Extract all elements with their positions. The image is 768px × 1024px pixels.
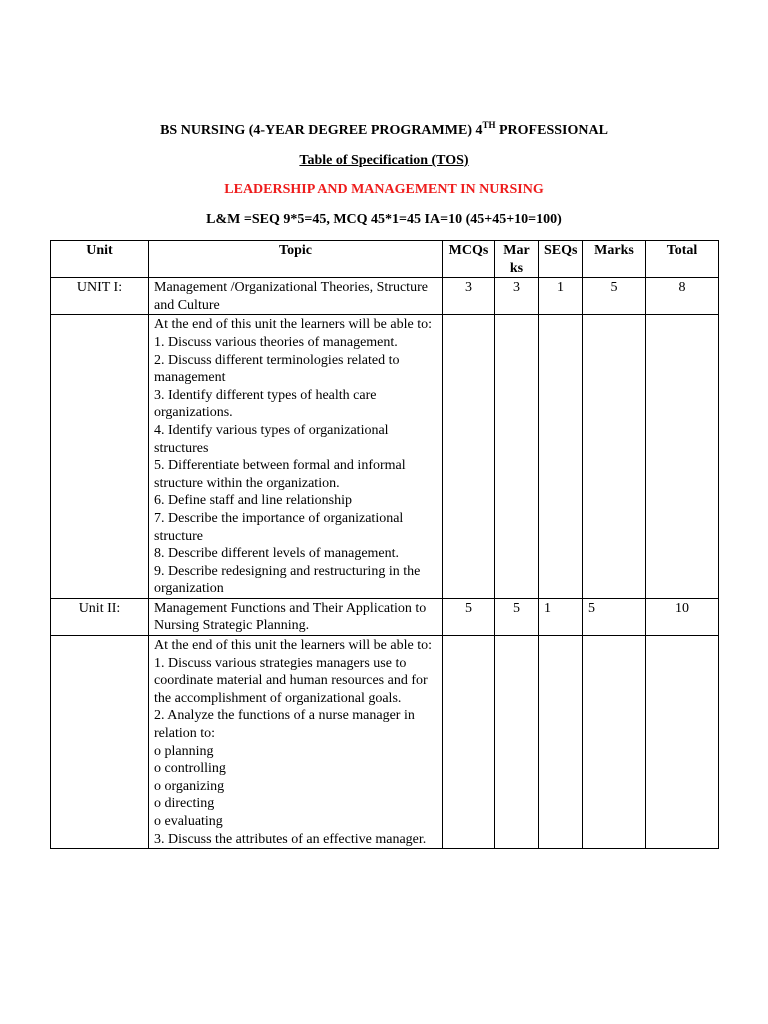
marks-value: 3 [495,278,539,315]
objective-item: 4. Identify various types of organizational structures [154,422,389,456]
seqs-value: 1 [539,278,583,315]
objective-item: o organizing [154,778,225,794]
col-header-unit: Unit [51,241,149,278]
objective-item: o planning [154,743,214,759]
table-header-row [51,241,719,278]
objective-item: o directing [154,796,215,812]
mcqs-value: 3 [443,278,495,315]
objective-item: 8. Describe different levels of management. [154,546,400,562]
objective-item: o controlling [154,761,226,777]
objective-item: 1. Discuss various theories of management. [154,334,398,350]
mcqs-value: 5 [443,598,495,635]
objectives-cell [149,315,443,599]
empty-cell [51,315,149,599]
objective-item: 3. Discuss the attributes of an effective manager. [154,831,427,847]
empty-cell [443,315,495,599]
objective-item: 1. Discuss various strategies managers use to coordinate material and human resources and for the accomplishment of organizational goals. [154,655,428,706]
objective-item: At the end of this unit the learners will be able to: [154,638,432,654]
objective-item: 2. Discuss different terminologies related to management [154,352,400,386]
course-title: LEADERSHIP AND MANAGEMENT IN NURSING [224,182,544,197]
table-row [51,278,719,315]
table-row [51,315,719,599]
tos-table [50,240,719,849]
objective-item: 5. Differentiate between formal and informal structure within the organization. [154,458,406,491]
document-title [0,120,768,139]
objective-item: 7. Describe the importance of organizational structure [154,510,404,544]
col-header-total: Total [646,241,719,278]
col-header-mcqs: MCQs [443,241,495,278]
unit-label: Unit II: [51,598,149,635]
unit-label: UNIT I: [51,278,149,315]
empty-cell [583,315,646,599]
document-subtitle: Table of Specification (TOS) [299,153,469,168]
unit-topic: Management Functions and Their Application to Nursing Strategic Planning. [149,598,443,635]
objective-item: 6. Define staff and line relationship [154,493,353,509]
col-header-marks: Marks [583,241,646,278]
seqs-value: 1 [539,598,583,635]
title-superscript: TH [482,120,496,130]
objective-item: 2. Analyze the functions of a nurse manager in relation to: [154,708,415,742]
objective-item: 9. Describe redesigning and restructuring in the organization [154,563,421,597]
empty-cell [646,636,719,849]
marks-value: 5 [583,598,646,635]
col-header-seqs: SEQs [539,241,583,278]
table-row [51,598,719,635]
marks-value: 5 [495,598,539,635]
col-header-marks: Marks [495,241,539,278]
objective-item: 3. Identify different types of health care organizations. [154,387,377,421]
empty-cell [495,315,539,599]
unit-topic: Management /Organizational Theories, Structure and Culture [149,278,443,315]
empty-cell [646,315,719,599]
total-value: 8 [646,278,719,315]
empty-cell [539,636,583,849]
objective-item: o evaluating [154,814,223,829]
empty-cell [539,315,583,599]
marks-value: 5 [583,278,646,315]
title-main: BS NURSING (4-YEAR DEGREE PROGRAMME) 4 [160,123,483,138]
empty-cell [51,636,149,849]
empty-cell [583,636,646,849]
marks-formula: L&M =SEQ 9*5=45, MCQ 45*1=45 IA=10 (45+45+10=100) [206,212,562,227]
title-tail: PROFESSIONAL [495,123,608,138]
objective-item: At the end of this unit the learners will be able to: [154,317,432,333]
total-value: 10 [646,598,719,635]
col-header-topic: Topic [149,241,443,278]
empty-cell [495,636,539,849]
empty-cell [443,636,495,849]
table-row [51,636,719,849]
objectives-cell [149,636,443,849]
